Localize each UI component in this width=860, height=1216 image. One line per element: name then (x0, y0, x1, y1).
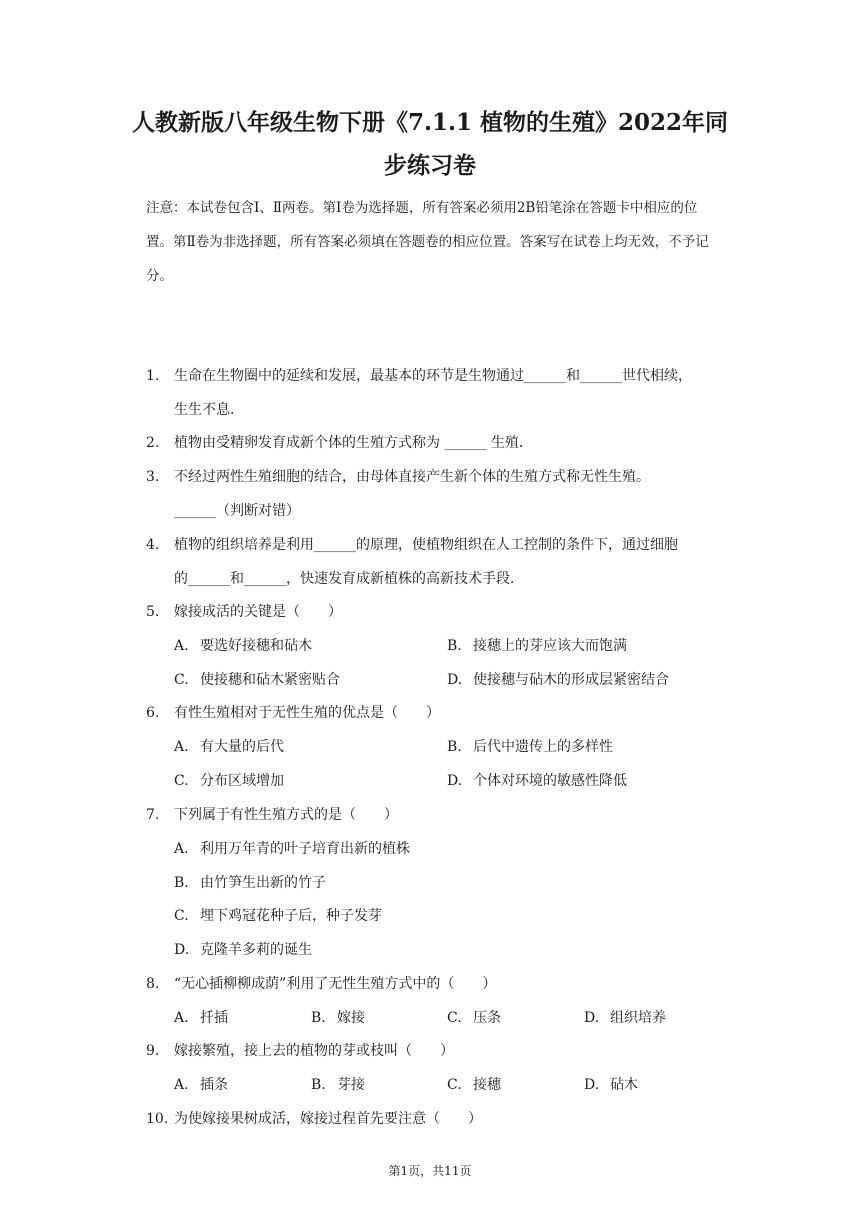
option-c[interactable] (174, 771, 284, 791)
option-text: 接穗 (473, 1077, 501, 1093)
option-letter: B. (447, 638, 462, 654)
question-text: 植物的组织培养是利用______的原理，使植物组织在人工控制的条件下，通过细胞 (174, 537, 678, 553)
question-text: 嫁接繁殖，接上去的植物的芽或枝叫（ ） (174, 1043, 454, 1059)
question-text: 嫁接成活的关键是（ ） (174, 604, 342, 620)
option-d[interactable] (447, 670, 669, 690)
option-letter: C. (174, 672, 189, 688)
option-a[interactable] (174, 1008, 228, 1028)
option-b[interactable] (447, 636, 627, 656)
question-number: 7. (146, 807, 160, 823)
page-footer: 第1页，共11页 (388, 1164, 472, 1178)
option-d[interactable] (447, 771, 627, 791)
option-a[interactable] (174, 839, 410, 859)
option-letter: D. (447, 672, 463, 688)
question-number: 2. (146, 435, 160, 451)
option-a[interactable] (174, 737, 284, 757)
question-number: 1. (146, 368, 160, 384)
question-text: 生命在生物圈中的延续和发展，最基本的环节是生物通过______和______世代相续， (174, 368, 692, 384)
option-text: 芽接 (337, 1077, 365, 1093)
option-c[interactable] (447, 1008, 501, 1028)
exam-notice: 注意：本试卷包含Ⅰ、Ⅱ两卷。第Ⅰ卷为选择题，所有答案必须用2B铅笔涂在答题卡中相应的位置。第Ⅱ卷为非选择题，所有答案必须填在答题卷的相应位置。答案写在试卷上均无效，不予记分。 (146, 200, 709, 284)
question-text: ______（判断对错） (174, 503, 300, 519)
option-letter: C. (447, 1077, 462, 1093)
option-text: 插条 (200, 1077, 228, 1093)
option-text: 后代中遗传上的多样性 (473, 739, 613, 755)
question-text: 为使嫁接果树成活，嫁接过程首先要注意（ ） (174, 1111, 482, 1127)
question-number: 8. (146, 976, 160, 992)
question-text: 不经过两性生殖细胞的结合，由母体直接产生新个体的生殖方式称无性生殖。 (174, 469, 650, 485)
option-text: 利用万年青的叶子培育出新的植株 (200, 841, 410, 857)
option-text: 个体对环境的敏感性降低 (473, 773, 627, 789)
option-d[interactable] (584, 1075, 638, 1095)
question-text: 的______和______，快速发育成新植株的高新技术手段． (174, 571, 524, 587)
question-number: 5. (146, 604, 160, 620)
option-text: 要选好接穗和砧木 (200, 638, 312, 654)
question-number: 10. (146, 1111, 169, 1127)
option-text: 扦插 (200, 1010, 228, 1026)
option-letter: A. (174, 1077, 189, 1093)
option-letter: A. (174, 1010, 189, 1026)
option-c[interactable] (174, 670, 340, 690)
option-letter: D. (584, 1077, 600, 1093)
option-letter: C. (174, 908, 189, 924)
question-number: 6. (146, 705, 160, 721)
doc-title-line1: 人教新版八年级生物下册《7.1.1 植物的生殖》2022年同 (131, 109, 729, 136)
question-text: 下列属于有性生殖方式的是（ ） (174, 807, 398, 823)
option-b[interactable] (311, 1075, 365, 1095)
question-number: 9. (146, 1043, 160, 1059)
option-text: 使接穗与砧木的形成层紧密结合 (473, 672, 669, 688)
option-a[interactable] (174, 636, 312, 656)
option-text: 分布区域增加 (200, 773, 284, 789)
option-b[interactable] (311, 1008, 365, 1028)
option-letter: B. (311, 1010, 326, 1026)
option-letter: D. (584, 1010, 600, 1026)
question-text: 植物由受精卵发育成新个体的生殖方式称为 ______ 生殖． (174, 435, 533, 451)
option-letter: B. (311, 1077, 326, 1093)
doc-title-line2: 步练习卷 (384, 152, 476, 179)
option-text: 压条 (473, 1010, 501, 1026)
option-text: 由竹笋生出新的竹子 (200, 875, 326, 891)
option-letter: A. (174, 841, 189, 857)
option-text: 克隆羊多莉的诞生 (200, 942, 312, 958)
option-letter: D. (174, 942, 190, 958)
option-text: 组织培养 (610, 1010, 666, 1026)
option-d[interactable] (174, 940, 312, 960)
option-a[interactable] (174, 1075, 228, 1095)
option-letter: C. (447, 1010, 462, 1026)
option-d[interactable] (584, 1008, 666, 1028)
option-letter: C. (174, 773, 189, 789)
option-letter: D. (447, 773, 463, 789)
option-letter: A. (174, 638, 189, 654)
option-b[interactable] (174, 873, 326, 893)
question-number: 4. (146, 537, 160, 553)
option-text: 使接穗和砧木紧密贴合 (200, 672, 340, 688)
option-letter: B. (174, 875, 189, 891)
question-text: “无心插柳柳成荫”利用了无性生殖方式中的（ ） (174, 976, 497, 992)
option-text: 埋下鸡冠花种子后，种子发芽 (200, 908, 382, 924)
option-letter: B. (447, 739, 462, 755)
option-text: 砧木 (610, 1077, 638, 1093)
option-c[interactable] (447, 1075, 501, 1095)
question-number: 3. (146, 469, 160, 485)
option-b[interactable] (447, 737, 613, 757)
option-text: 嫁接 (337, 1010, 365, 1026)
option-c[interactable] (174, 906, 382, 926)
question-text: 生生不息． (174, 402, 244, 418)
option-letter: A. (174, 739, 189, 755)
question-text: 有性生殖相对于无性生殖的优点是（ ） (174, 705, 440, 721)
option-text: 有大量的后代 (200, 739, 284, 755)
option-text: 接穗上的芽应该大而饱满 (473, 638, 627, 654)
